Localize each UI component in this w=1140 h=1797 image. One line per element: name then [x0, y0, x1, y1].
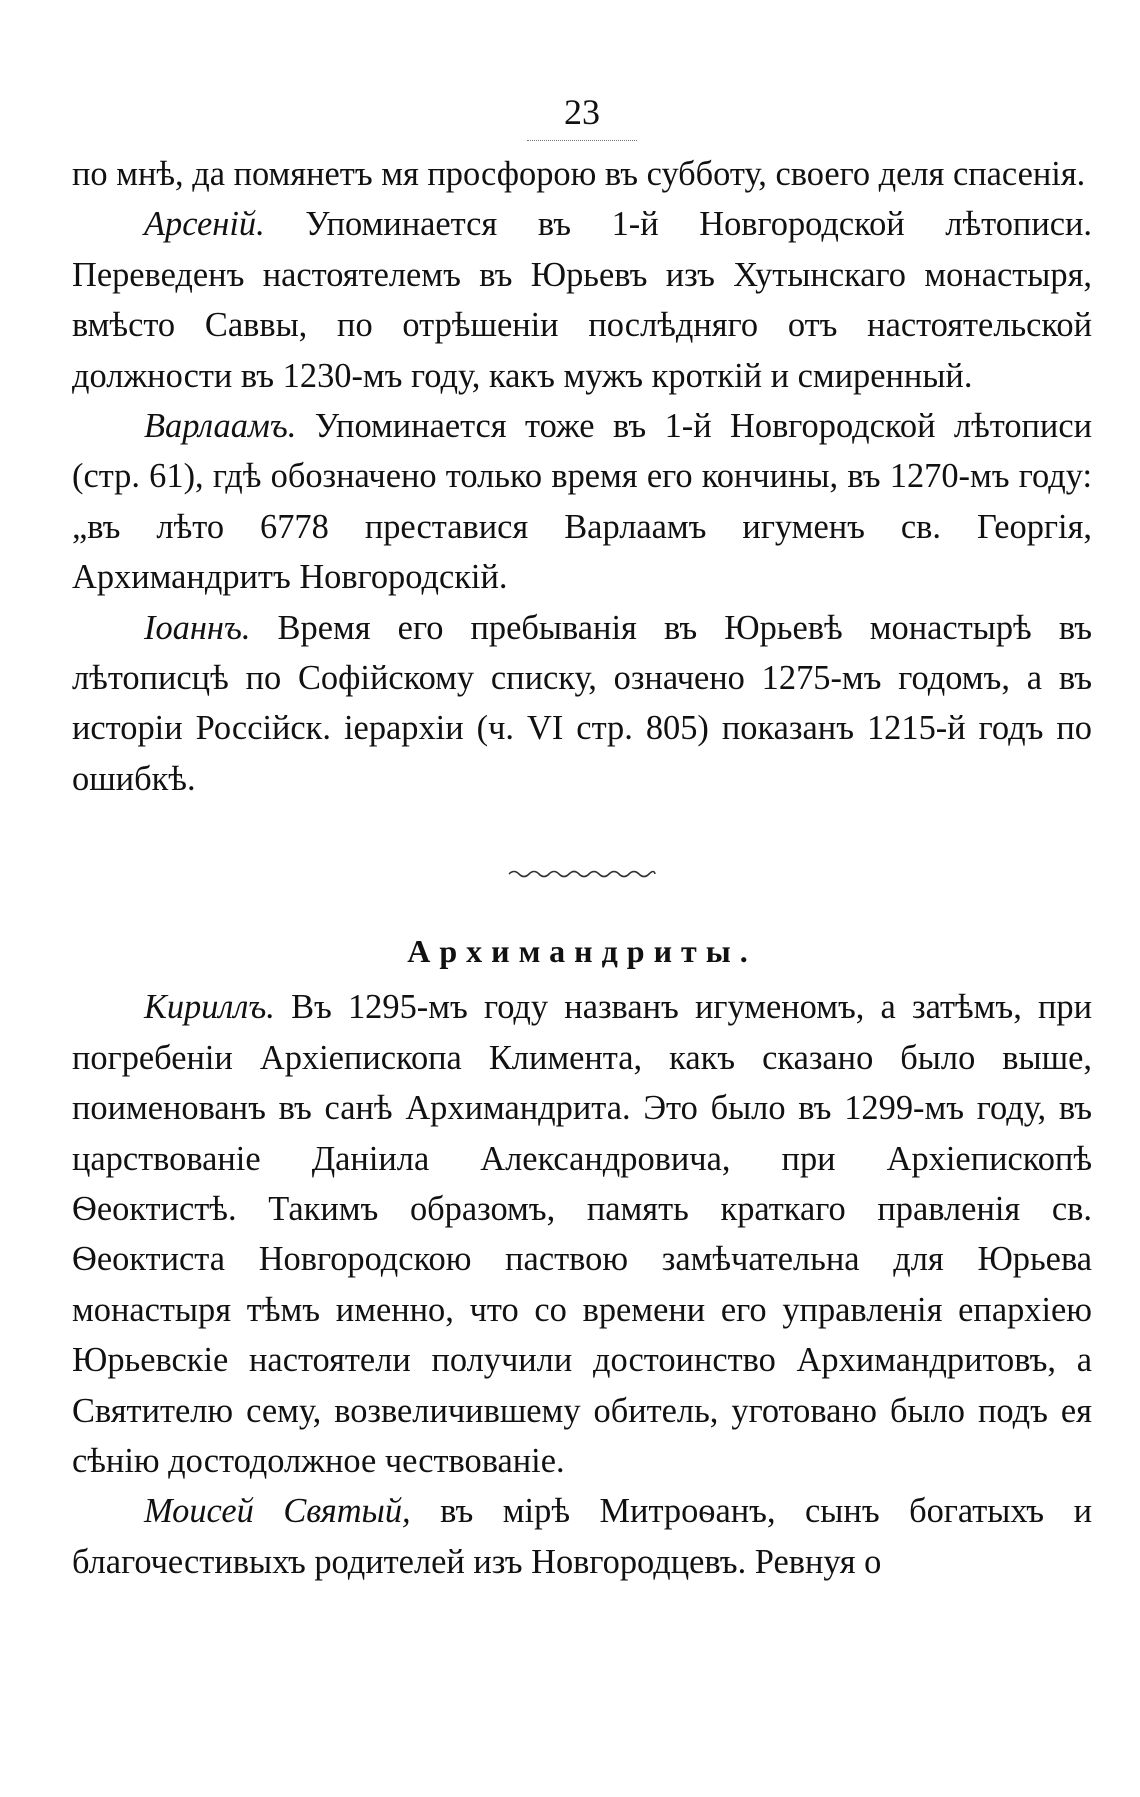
- page-number-rule: [527, 140, 637, 141]
- entry-name: Арсеній.: [144, 205, 265, 244]
- section-title: Архимандриты.: [407, 933, 757, 970]
- entry-text: Въ 1295-мъ году названъ игуменомъ, а затѣмъ, при погребеніи Архіепископа Климента, какъ сказано было выше, поименованъ въ санѣ Архимандрита. Это было въ 1299-мъ году, въ царствованіе Даніила Александровича, при Архіепископѣ Ѳеоктистѣ. Такимъ образомъ, память краткаго правленія св. Ѳеоктиста Новгородскою паствою замѣчательна для Юрьева монастыря тѣмъ именно, что со времени его управленія епархіею Юрьевскіе настоятели получили достоинство Архимандритовъ, а Святителю сему, возвеличившему обитель, уготовано было подъ ея сѣнію достодолжное чествованіе.: [72, 988, 1092, 1480]
- entry-text: въ мірѣ Митроѳанъ, сынъ богатыхъ и благочестивыхъ родителей изъ Новгородцевъ. Ревнуя о: [72, 1492, 1092, 1581]
- entry-text: по мнѣ, да помянетъ мя просфорою въ субботу, своего деля спасенія.: [72, 155, 1086, 193]
- paragraph-kirill: [72, 982, 1092, 1486]
- entry-name: Кириллъ.: [144, 988, 275, 1027]
- section-divider-ornament: [72, 844, 1092, 904]
- entry-text: Упоминается въ 1-й Новгородской лѣтописи. Переведенъ настоятелемъ въ Юрьевъ изъ Хутынскаго монастыря, вмѣсто Саввы, по отрѣшеніи послѣдняго отъ настоятельской должности въ 1230-мъ году, какъ мужъ кроткій и смиренный.: [72, 205, 1092, 395]
- paragraph-continuation: [72, 149, 1092, 199]
- entry-name: Моисей Святый,: [144, 1492, 411, 1531]
- book-page: [72, 90, 1092, 1587]
- paragraph-moisey: [72, 1486, 1092, 1587]
- entry-name: Іоаннъ.: [144, 608, 251, 647]
- paragraph-ioann: [72, 603, 1092, 805]
- page-number: 23: [564, 92, 600, 132]
- entry-text: Время его пребыванія въ Юрьевѣ монастырѣ въ лѣтописцѣ по Софійскому списку, означено 1275-мъ годомъ, а въ исторіи Россійск. іерархіи (ч. VI стр. 805) показанъ 1215-й годъ по ошибкѣ.: [72, 608, 1092, 798]
- paragraph-arseniy: [72, 199, 1092, 401]
- paragraph-varlaam: [72, 401, 1092, 603]
- entry-text: Упоминается тоже въ 1-й Новгородской лѣтописи (стр. 61), гдѣ обозначено только время его кончины, въ 1270-мъ году: „въ лѣто 6778 преставися Варлаамъ игуменъ св. Георгія, Архимандритъ Новгородскій.: [72, 407, 1092, 597]
- wavy-line-ornament: [507, 867, 657, 881]
- entry-name: Варлаамъ.: [144, 407, 297, 446]
